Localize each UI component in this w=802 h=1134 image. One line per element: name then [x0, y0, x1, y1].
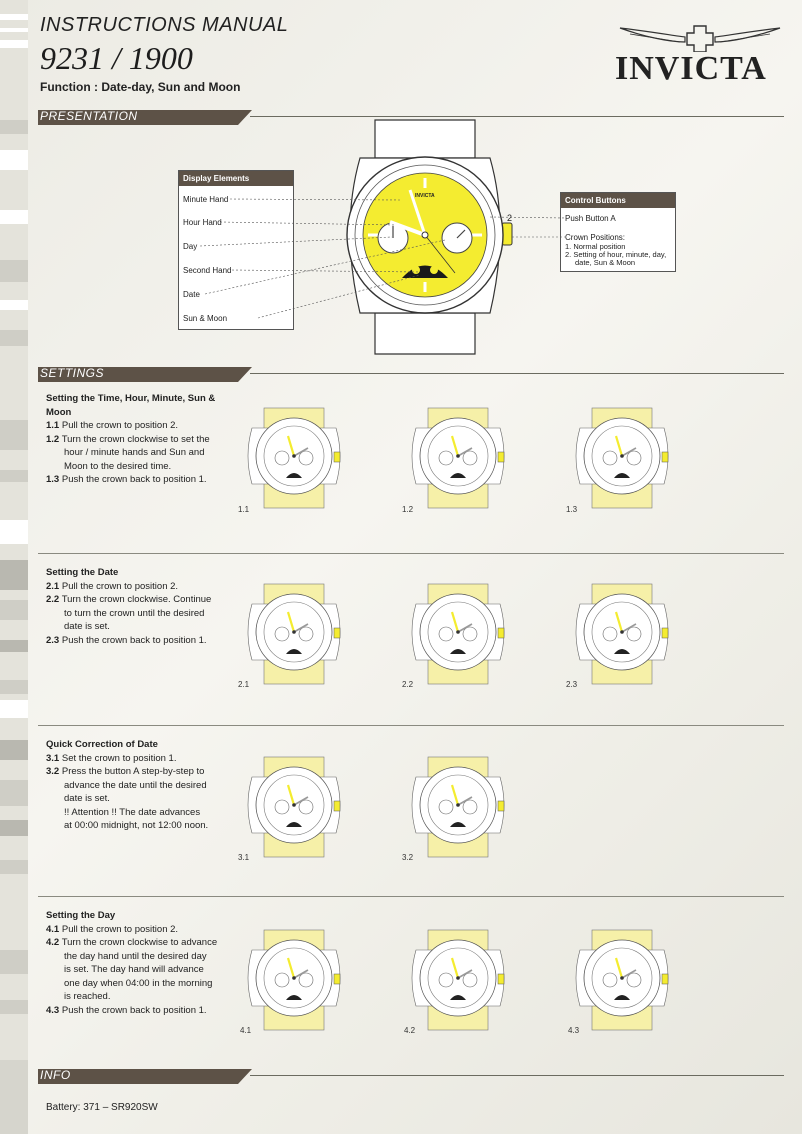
step-number: 1.3 [46, 474, 60, 485]
step-line-text: date is set. [64, 793, 110, 804]
step-line-text: Push the crown back to position 1. [61, 634, 207, 646]
watch-thumbnail [576, 584, 668, 684]
step-line-text: !! Attention !! The date advances [64, 806, 201, 818]
step-line-text: advance the date until the desired [64, 779, 207, 791]
step-line-text: Turn the crown clockwise to set the [61, 433, 210, 445]
step-line-text: is set. The day hand will advance [64, 964, 204, 975]
step-title: Setting the Date [46, 567, 119, 578]
label-hour-hand: Hour Hand [183, 218, 222, 227]
watch-thumbnail [412, 584, 504, 684]
step-line-text: is reached. [64, 991, 111, 1002]
step-title: Setting the Day [46, 910, 116, 921]
label-crown-pos-1: 1. Normal position [565, 242, 626, 251]
step-line-text: Moon to the desired time. [64, 460, 172, 472]
step-number: 2.3 [46, 634, 60, 646]
brand-logo: INVICTA [615, 50, 767, 87]
step-number: 1.2 [46, 433, 60, 445]
label-crown-pos-2: 2. Setting of hour, minute, day, [565, 250, 667, 259]
label-date: Date [183, 290, 200, 299]
crown-position-number: 2 [507, 213, 513, 223]
caption-4-3: 4.3 [568, 1026, 580, 1035]
step-number: 1.1 [46, 420, 60, 431]
step-number: 4.2 [46, 937, 60, 948]
step-line-text: Pull the crown to position 2. [61, 580, 179, 592]
section-info: INFO [40, 1068, 71, 1082]
caption-3-1: 3.1 [238, 853, 250, 862]
watch-thumbnail [248, 584, 340, 684]
watch-thumbnail [248, 757, 340, 857]
control-buttons-title: Control Buttons [561, 193, 675, 208]
battery-info: Battery: 371 – SR920SW [46, 1102, 158, 1113]
label-crown-pos-2b: date, Sun & Moon [575, 258, 636, 267]
step-line-text: to turn the crown until the desired [64, 607, 205, 619]
caption-1-2: 1.2 [402, 505, 414, 514]
step-number: 2.2 [46, 594, 60, 605]
step-line-text: Turn the crown clockwise. Continue [61, 594, 212, 605]
step-line-text: at 00:00 midnight, not 12:00 noon. [64, 820, 209, 831]
step-line-text: one day when 04:00 in the morning [64, 977, 213, 989]
watch-thumbnail [248, 408, 340, 508]
caption-4-1: 4.1 [240, 1026, 252, 1035]
step-line-text: Push the crown back to position 1. [61, 474, 207, 485]
caption-4-2: 4.2 [404, 1026, 416, 1035]
step-number: 3.1 [46, 752, 60, 764]
step-line-text: Push the crown back to position 1. [61, 1004, 207, 1016]
step-line-text: date is set. [64, 621, 110, 632]
step-line-text: Turn the crown clockwise to advance [61, 937, 218, 948]
step-line-text: Pull the crown to position 2. [61, 420, 179, 431]
caption-1-3: 1.3 [566, 505, 578, 514]
watch-thumbnail [576, 408, 668, 508]
label-crown-positions: Crown Positions: [565, 233, 626, 242]
info-divider [250, 1075, 784, 1076]
label-day: Day [183, 242, 198, 251]
manual-title: INSTRUCTIONS MANUAL [40, 14, 289, 36]
label-second-hand: Second Hand [183, 266, 232, 275]
step-title-cont: Moon [46, 406, 72, 418]
step-title: Quick Correction of Date [46, 739, 158, 750]
step-title: Setting the Time, Hour, Minute, Sun & [46, 393, 216, 404]
label-minute-hand: Minute Hand [183, 195, 229, 204]
watch-thumbnail [412, 930, 504, 1030]
step-line-text: hour / minute hands and Sun and [64, 447, 205, 458]
model-number: 9231 / 1900 [40, 40, 193, 76]
section-presentation: PRESENTATION [40, 109, 138, 123]
watch-thumbnail [248, 930, 340, 1030]
watch-thumbnail [576, 930, 668, 1030]
step-line-text: Pull the crown to position 2. [61, 923, 179, 935]
step-line-text: the day hand until the desired day [64, 950, 207, 962]
watch-thumbnail [412, 757, 504, 857]
label-push-button-a: Push Button A [565, 214, 616, 223]
step-number: 4.1 [46, 923, 60, 935]
label-sun-moon: Sun & Moon [183, 314, 228, 323]
step-number: 4.3 [46, 1004, 60, 1016]
display-elements-title: Display Elements [179, 171, 293, 186]
caption-2-1: 2.1 [238, 680, 250, 689]
step-number: 3.2 [46, 766, 60, 777]
caption-2-2: 2.2 [402, 680, 414, 689]
watch-thumbnail [412, 408, 504, 508]
step-number: 2.1 [46, 580, 60, 592]
caption-3-2: 3.2 [402, 853, 414, 862]
dial-brand: INVICTA [415, 193, 435, 199]
section-settings: SETTINGS [40, 366, 105, 380]
function-line: Function : Date-day, Sun and Moon [40, 80, 241, 94]
step-line-text: Set the crown to position 1. [61, 752, 177, 764]
caption-1-1: 1.1 [238, 505, 250, 514]
caption-2-3: 2.3 [566, 680, 578, 689]
step-line-text: Press the button A step-by-step to [61, 766, 205, 777]
